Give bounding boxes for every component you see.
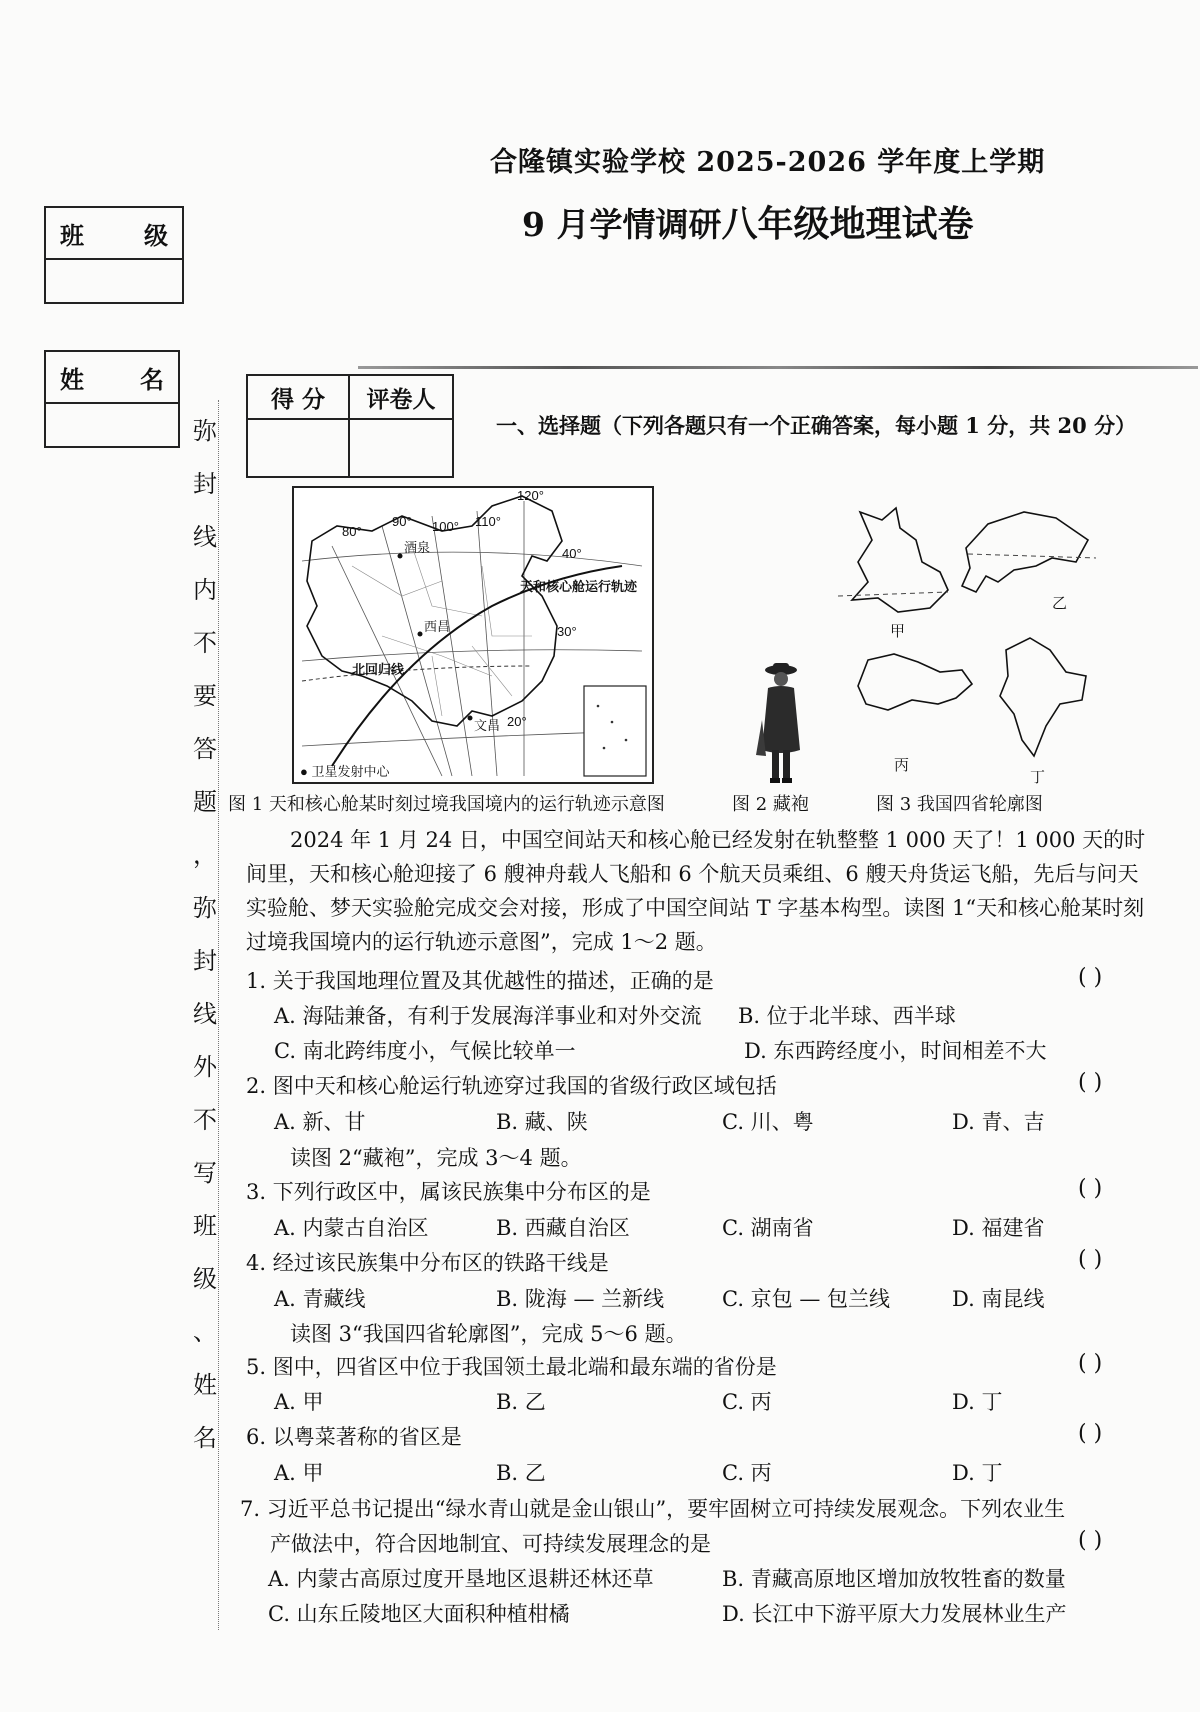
name-label-a: 姓 bbox=[60, 364, 84, 394]
wenchang-marker bbox=[468, 716, 473, 721]
map-label-lon90: 90° bbox=[392, 514, 412, 529]
question-7-option-c[interactable]: C. 山东丘陵地区大面积种植柑橘 bbox=[268, 1602, 570, 1626]
question-6-stem: 6. 以粤菜著称的省区是 bbox=[246, 1425, 462, 1449]
question-7-stem-continued: 产做法中，符合因地制宜、可持续发展理念的是 bbox=[270, 1532, 711, 1556]
seal-char: 线 bbox=[193, 1000, 217, 1028]
province-label-ding: 丁 bbox=[1030, 768, 1046, 786]
province-bing-outline bbox=[858, 654, 972, 710]
question-5-option-a[interactable]: A. 甲 bbox=[274, 1390, 324, 1414]
question-4-option-b[interactable]: B. 陇海 — 兰新线 bbox=[496, 1287, 665, 1311]
class-input[interactable] bbox=[46, 260, 182, 300]
question-5-stem: 5. 图中，四省区中位于我国领土最北端和最东端的省份是 bbox=[246, 1355, 777, 1379]
class-box-header bbox=[46, 208, 182, 260]
question-1-option-c[interactable]: C. 南北跨纬度小，气候比较单一 bbox=[274, 1039, 576, 1063]
question-1-stem: 1. 关于我国地理位置及其优越性的描述，正确的是 bbox=[246, 969, 714, 993]
name-box bbox=[44, 350, 180, 448]
jiuquan-marker bbox=[398, 554, 403, 559]
question-3-option-a[interactable]: A. 内蒙古自治区 bbox=[274, 1216, 429, 1240]
question-2-option-a[interactable]: A. 新、甘 bbox=[274, 1110, 366, 1134]
question-4-answer-blank[interactable]: ( ) bbox=[1078, 1247, 1103, 1272]
question-7-answer-blank[interactable]: ( ) bbox=[1078, 1528, 1103, 1553]
figure3-caption: 图 3 我国四省轮廓图 bbox=[876, 794, 1043, 815]
map-label-lat40: 40° bbox=[562, 546, 582, 561]
seal-char: 外 bbox=[193, 1053, 217, 1081]
question-2-option-c[interactable]: C. 川、粤 bbox=[722, 1110, 814, 1134]
province-jia-outline bbox=[852, 508, 948, 612]
map-label-lon110: 110° bbox=[475, 514, 501, 529]
seal-char: 封 bbox=[193, 470, 217, 498]
class-box bbox=[44, 206, 184, 304]
seal-char: 名 bbox=[193, 1424, 217, 1452]
question-6-option-d[interactable]: D. 丁 bbox=[952, 1461, 1003, 1485]
south-china-sea-inset bbox=[584, 686, 646, 776]
name-box-header bbox=[46, 352, 178, 404]
seal-char: 不 bbox=[193, 1106, 217, 1134]
name-input[interactable] bbox=[46, 404, 178, 444]
map-label-wenchang: 文昌 bbox=[474, 718, 501, 733]
question-6-option-a[interactable]: A. 甲 bbox=[274, 1461, 324, 1485]
question-1-option-a[interactable]: A. 海陆兼备，有利于发展海洋事业和对外交流 bbox=[274, 1004, 702, 1028]
question-3-stem: 3. 下列行政区中，属该民族集中分布区的是 bbox=[246, 1180, 651, 1204]
question-1-option-b[interactable]: B. 位于北半球、西半球 bbox=[738, 1004, 956, 1028]
province-yi-outline bbox=[962, 512, 1088, 592]
question-6-option-b[interactable]: B. 乙 bbox=[496, 1461, 546, 1485]
question-2-answer-blank[interactable]: ( ) bbox=[1078, 1070, 1103, 1095]
exam-title-prefix: 9 月学情调研 bbox=[522, 205, 722, 244]
score-header: 得 分 bbox=[248, 376, 350, 420]
seal-char: 不 bbox=[193, 629, 217, 657]
seal-char: 要 bbox=[193, 682, 217, 710]
figure2-tibetan-robe bbox=[754, 660, 808, 786]
map-label-tropic: 北回归线 bbox=[352, 662, 405, 677]
exam-title-main: 八年级地理试卷 bbox=[721, 203, 974, 245]
question-3-answer-blank[interactable]: ( ) bbox=[1078, 1176, 1103, 1201]
question-7-option-b[interactable]: B. 青藏高原地区增加放牧牲畜的数量 bbox=[722, 1567, 1066, 1591]
grader-cell[interactable] bbox=[350, 420, 452, 476]
exam-title bbox=[522, 196, 973, 247]
figure2-caption: 图 2 藏袍 bbox=[732, 794, 809, 815]
question-5-option-d[interactable]: D. 丁 bbox=[952, 1390, 1003, 1414]
map-label-lat30: 30° bbox=[557, 624, 577, 639]
seal-char: 班 bbox=[193, 1212, 217, 1240]
seal-char: 写 bbox=[193, 1159, 217, 1187]
province-ding-outline bbox=[1000, 638, 1086, 756]
question-3-option-c[interactable]: C. 湖南省 bbox=[722, 1216, 814, 1240]
reading-note-figure3: 读图 3“我国四省轮廓图”，完成 5～6 题。 bbox=[290, 1322, 687, 1346]
figure3-province-outlines bbox=[838, 500, 1098, 790]
province-label-bing: 丙 bbox=[894, 756, 910, 774]
map-label-orbit: 天和核心舱运行轨迹 bbox=[520, 579, 638, 594]
map-legend-launch: ● 卫星发射中心 bbox=[300, 764, 390, 779]
question-7-stem: 7. 习近平总书记提出“绿水青山就是金山银山”，要牢固树立可持续发展观念。下列农业生 bbox=[240, 1497, 1066, 1521]
map-label-xichang: 西昌 bbox=[424, 619, 451, 634]
question-5-answer-blank[interactable]: ( ) bbox=[1078, 1351, 1103, 1376]
seal-char: 内 bbox=[193, 576, 217, 604]
question-4-stem: 4. 经过该民族集中分布区的铁路干线是 bbox=[246, 1251, 609, 1275]
question-1-option-d[interactable]: D. 东西跨经度小，时间相差不大 bbox=[744, 1039, 1047, 1063]
paper-fold-line bbox=[358, 366, 1198, 369]
map-label-lon120: 120° bbox=[517, 488, 544, 503]
figure1-china-map bbox=[292, 486, 654, 784]
question-2-option-d[interactable]: D. 青、吉 bbox=[952, 1110, 1045, 1134]
xichang-marker bbox=[418, 632, 423, 637]
question-3-option-d[interactable]: D. 福建省 bbox=[952, 1216, 1045, 1240]
question-2-option-b[interactable]: B. 藏、陕 bbox=[496, 1110, 588, 1134]
question-4-option-c[interactable]: C. 京包 — 包兰线 bbox=[722, 1287, 891, 1311]
question-3-option-b[interactable]: B. 西藏自治区 bbox=[496, 1216, 630, 1240]
seal-char: 题 bbox=[193, 788, 217, 816]
seal-dotted-line bbox=[218, 400, 219, 1630]
name-label-b: 名 bbox=[140, 364, 164, 394]
section-title: 一、选择题（下列各题只有一个正确答案，每小题 1 分，共 20 分） bbox=[496, 413, 1137, 438]
score-cell[interactable] bbox=[248, 420, 350, 476]
grader-header: 评卷人 bbox=[350, 376, 452, 420]
question-7-option-a[interactable]: A. 内蒙古高原过度开垦地区退耕还林还草 bbox=[268, 1567, 654, 1591]
intro-paragraph: 2024 年 1 月 24 日，中国空间站天和核心舱已经发射在轨整整 1 000 天了！1 000 天的时间里，天和核心舱迎接了 6 艘神舟载人飞船和 6 个航天员乘组、6 艘天舟货运飞船，先后与问天实验舱、梦天实验舱完成交会对接，形成了中国空间站 T 字基本构型。读图 1“天和核心舱某时刻过境我国境内的运行轨迹示意图”，完成 1～2 题。 bbox=[246, 828, 1146, 954]
province-label-jia: 甲 bbox=[890, 622, 906, 640]
seal-char: ， bbox=[193, 841, 217, 869]
question-6-option-c[interactable]: C. 丙 bbox=[722, 1461, 772, 1485]
seal-char: 、 bbox=[193, 1318, 217, 1346]
seal-char: 封 bbox=[193, 947, 217, 975]
map-label-lon100: 100° bbox=[432, 519, 459, 534]
reading-note-figure2: 读图 2“藏袍”，完成 3～4 题。 bbox=[290, 1146, 582, 1170]
seal-char: 弥 bbox=[193, 417, 217, 445]
seal-char: 姓 bbox=[193, 1371, 217, 1399]
seal-char: 线 bbox=[193, 523, 217, 551]
question-5-option-b[interactable]: B. 乙 bbox=[496, 1390, 546, 1414]
exam-school-title: 合隆镇实验学校 2025-2026 学年度上学期 bbox=[490, 147, 1046, 178]
question-4-option-d[interactable]: D. 南昆线 bbox=[952, 1287, 1045, 1311]
seal-char: 答 bbox=[193, 735, 217, 763]
seal-char: 弥 bbox=[193, 894, 217, 922]
question-4-option-a[interactable]: A. 青藏线 bbox=[274, 1287, 366, 1311]
seal-line-text bbox=[188, 405, 222, 1465]
map-label-lat20: 20° bbox=[507, 714, 527, 729]
map-label-jiuquan: 酒泉 bbox=[404, 540, 431, 555]
map-label-lon80: 80° bbox=[342, 524, 362, 539]
question-5-option-c[interactable]: C. 丙 bbox=[722, 1390, 772, 1414]
class-label-a: 班 bbox=[60, 220, 84, 250]
figure1-caption: 图 1 天和核心舱某时刻过境我国境内的运行轨迹示意图 bbox=[228, 794, 665, 815]
question-1-answer-blank[interactable]: ( ) bbox=[1078, 965, 1103, 990]
score-table bbox=[246, 374, 454, 478]
question-2-stem: 2. 图中天和核心舱运行轨迹穿过我国的省级行政区域包括 bbox=[246, 1074, 777, 1098]
question-6-answer-blank[interactable]: ( ) bbox=[1078, 1421, 1103, 1446]
seal-char: 级 bbox=[193, 1265, 217, 1293]
question-7-option-d[interactable]: D. 长江中下游平原大力发展林业生产 bbox=[722, 1602, 1067, 1626]
class-label-b: 级 bbox=[144, 220, 168, 250]
province-label-yi: 乙 bbox=[1052, 594, 1068, 612]
